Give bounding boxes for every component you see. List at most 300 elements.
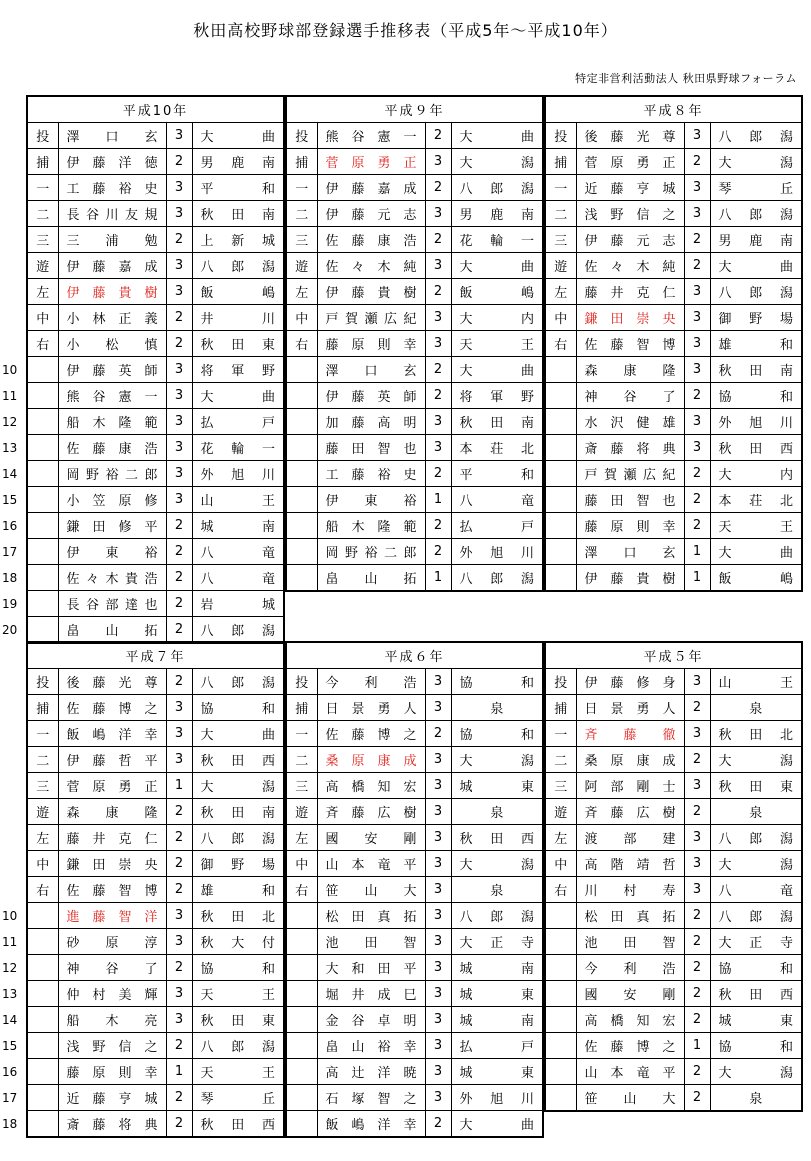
grade-cell: 3: [425, 877, 451, 903]
player-name-cell: 高橋知宏: [317, 773, 425, 799]
grade-cell: 3: [166, 409, 192, 435]
grade-cell: 3: [425, 201, 451, 227]
grade-cell: 3: [425, 253, 451, 279]
table-row: [545, 513, 802, 539]
table-row: [545, 981, 802, 1007]
school-cell: 協和: [192, 955, 284, 981]
position-cell: [286, 903, 317, 929]
table-row: [27, 1059, 284, 1085]
player-name-cell: 菅原勇正: [576, 149, 684, 175]
school-cell: 花輪一: [451, 227, 543, 253]
table-row: [545, 383, 802, 409]
row-number: [0, 279, 28, 305]
position-cell: [27, 383, 58, 409]
row-number: [0, 695, 28, 721]
grade-cell: 3: [684, 773, 710, 799]
player-name-cell: 金谷卓明: [317, 1007, 425, 1033]
table-row: [286, 1059, 543, 1085]
school-cell: 八郎潟: [710, 825, 802, 851]
player-name-cell: 桑原康成: [576, 747, 684, 773]
organization-name: 特定非営利活動法人 秋田県野球フォーラム: [575, 72, 797, 85]
position-cell: [545, 981, 576, 1007]
table-row: [286, 201, 543, 227]
table-row: [545, 201, 802, 227]
position-cell: 右: [27, 331, 58, 357]
school-cell: 泉: [710, 1085, 802, 1112]
school-cell: 大潟: [451, 149, 543, 175]
grade-cell: 3: [166, 357, 192, 383]
position-cell: 二: [545, 201, 576, 227]
position-cell: [545, 1007, 576, 1033]
grade-cell: 3: [425, 851, 451, 877]
table-row: [286, 227, 543, 253]
table-row: [286, 747, 543, 773]
player-name-cell: 石塚智之: [317, 1085, 425, 1111]
player-name-cell: 佐々木純: [317, 253, 425, 279]
player-name-cell: 船木亮: [58, 1007, 166, 1033]
grade-cell: 3: [425, 1007, 451, 1033]
table-row: [286, 955, 543, 981]
school-cell: 秋田南: [192, 201, 284, 227]
grade-cell: 2: [166, 227, 192, 253]
grade-cell: 3: [166, 123, 192, 149]
player-name-cell: 藤田智也: [576, 487, 684, 513]
grade-cell: 1: [166, 1059, 192, 1085]
position-cell: [27, 513, 58, 539]
grade-cell: 2: [425, 357, 451, 383]
table-row: [545, 409, 802, 435]
school-cell: 泉: [710, 799, 802, 825]
player-name-cell: 近藤亨城: [576, 175, 684, 201]
player-name-cell: 水沢健雄: [576, 409, 684, 435]
table-row: [286, 175, 543, 201]
player-name-cell: 渡部建: [576, 825, 684, 851]
school-cell: 八郎潟: [192, 825, 284, 851]
table-row: [27, 409, 284, 435]
school-cell: 秋田南: [710, 357, 802, 383]
position-cell: [286, 461, 317, 487]
player-name-cell: 森康隆: [58, 799, 166, 825]
player-name-cell: 長谷部達也: [58, 591, 166, 617]
row-number: 18: [2, 1117, 18, 1131]
row-number: 15: [2, 1039, 18, 1053]
grade-cell: 2: [684, 383, 710, 409]
player-name-cell: 藤田智也: [317, 435, 425, 461]
school-cell: 天王: [192, 1059, 284, 1085]
grade-cell: 3: [425, 799, 451, 825]
position-cell: 左: [27, 825, 58, 851]
position-cell: [286, 383, 317, 409]
grade-cell: 2: [684, 747, 710, 773]
row-number: [0, 799, 28, 825]
grade-cell: 2: [166, 851, 192, 877]
table-row: [27, 1007, 284, 1033]
position-cell: 投: [286, 669, 317, 695]
table-row: [286, 435, 543, 461]
school-cell: 城南: [451, 955, 543, 981]
grade-cell: 2: [684, 1085, 710, 1112]
position-cell: 一: [27, 721, 58, 747]
school-cell: 協和: [451, 669, 543, 695]
grade-cell: 3: [425, 955, 451, 981]
table-row: [286, 851, 543, 877]
school-cell: 八竜: [710, 877, 802, 903]
school-cell: 平和: [192, 175, 284, 201]
table-row: [286, 409, 543, 435]
grade-cell: 3: [166, 383, 192, 409]
player-name-cell: 伊東裕: [58, 539, 166, 565]
table-row: [545, 357, 802, 383]
position-cell: 二: [286, 747, 317, 773]
table-row: [286, 305, 543, 331]
player-name-cell: 藤原則幸: [317, 331, 425, 357]
row-number: 14: [2, 467, 18, 481]
player-name-cell: 松田真拓: [317, 903, 425, 929]
position-cell: [27, 487, 58, 513]
table-row: [286, 799, 543, 825]
player-name-cell: 佐藤博之: [317, 721, 425, 747]
school-cell: 大潟: [710, 851, 802, 877]
player-name-cell: 伊藤哲平: [58, 747, 166, 773]
position-cell: [27, 357, 58, 383]
grade-cell: 3: [425, 669, 451, 695]
year-header: 平成６年: [286, 642, 543, 669]
school-cell: 大曲: [192, 721, 284, 747]
table-row: [286, 357, 543, 383]
table-row: [27, 825, 284, 851]
table-row: [27, 175, 284, 201]
player-name-cell: 畠山拓: [58, 617, 166, 644]
position-cell: 投: [27, 123, 58, 149]
school-cell: 秋田東: [192, 331, 284, 357]
grade-cell: 2: [684, 799, 710, 825]
table-row: [286, 565, 543, 592]
row-number: [0, 669, 28, 695]
player-name-cell: 小松慎: [58, 331, 166, 357]
position-cell: 左: [545, 279, 576, 305]
grade-cell: 1: [684, 565, 710, 592]
position-cell: [27, 409, 58, 435]
position-cell: [545, 903, 576, 929]
grade-cell: 2: [166, 513, 192, 539]
player-name-cell: 鎌田修平: [58, 513, 166, 539]
school-cell: 大潟: [451, 851, 543, 877]
school-cell: 大正寺: [451, 929, 543, 955]
position-cell: [545, 929, 576, 955]
year-header: 平成９年: [286, 96, 543, 123]
position-cell: 二: [286, 201, 317, 227]
school-cell: 八郎潟: [451, 565, 543, 592]
school-cell: 秋田北: [192, 903, 284, 929]
position-cell: 中: [545, 305, 576, 331]
grade-cell: 3: [684, 851, 710, 877]
position-cell: 三: [27, 773, 58, 799]
row-number: 17: [2, 1091, 18, 1105]
grade-cell: 2: [684, 929, 710, 955]
table-row: [545, 539, 802, 565]
position-cell: [27, 955, 58, 981]
school-cell: 泉: [451, 695, 543, 721]
grade-cell: 2: [425, 513, 451, 539]
table-row: [27, 539, 284, 565]
school-cell: 大曲: [710, 539, 802, 565]
year-header: 平成５年: [545, 642, 802, 669]
row-number: [0, 721, 28, 747]
school-cell: 八竜: [192, 539, 284, 565]
table-row: [545, 149, 802, 175]
position-cell: [545, 409, 576, 435]
row-number: [0, 253, 28, 279]
table-row: [545, 487, 802, 513]
table-row: [27, 851, 284, 877]
player-name-cell: 池田智: [317, 929, 425, 955]
table-row: [545, 253, 802, 279]
grade-cell: 2: [166, 539, 192, 565]
table-row: [27, 877, 284, 903]
player-name-cell: 飯嶋洋幸: [58, 721, 166, 747]
grade-cell: 2: [166, 799, 192, 825]
position-cell: [27, 591, 58, 617]
grade-cell: 3: [425, 929, 451, 955]
player-name-cell: 後藤光尊: [58, 669, 166, 695]
grade-cell: 3: [684, 825, 710, 851]
row-number: [0, 877, 28, 903]
grade-cell: 3: [166, 175, 192, 201]
player-name-cell: 佐藤智博: [576, 331, 684, 357]
player-name-cell: 伊藤修身: [576, 669, 684, 695]
position-cell: 捕: [286, 695, 317, 721]
row-number: 10: [2, 909, 18, 923]
school-cell: 天王: [451, 331, 543, 357]
school-cell: 秋田西: [192, 1111, 284, 1138]
position-cell: 中: [545, 851, 576, 877]
grade-cell: 1: [684, 1033, 710, 1059]
table-row: [545, 773, 802, 799]
school-cell: 八郎潟: [710, 201, 802, 227]
grade-cell: 3: [425, 825, 451, 851]
player-name-cell: 伊藤嘉成: [58, 253, 166, 279]
player-name-cell: 斉藤徹: [576, 721, 684, 747]
row-number: [0, 331, 28, 357]
grade-cell: 2: [684, 253, 710, 279]
row-number: [0, 305, 28, 331]
school-cell: 平和: [451, 461, 543, 487]
table-row: [27, 487, 284, 513]
school-cell: 秋田南: [451, 409, 543, 435]
school-cell: 八郎潟: [451, 903, 543, 929]
player-name-cell: 佐藤智博: [58, 877, 166, 903]
position-cell: [286, 409, 317, 435]
player-name-cell: 澤口玄: [58, 123, 166, 149]
position-cell: [27, 1033, 58, 1059]
grade-cell: 2: [425, 721, 451, 747]
position-cell: [545, 461, 576, 487]
school-cell: 八竜: [192, 565, 284, 591]
grade-cell: 3: [166, 1007, 192, 1033]
school-cell: 天王: [710, 513, 802, 539]
player-name-cell: 神谷了: [58, 955, 166, 981]
roster-table: [544, 95, 803, 592]
grade-cell: 3: [684, 409, 710, 435]
grade-cell: 3: [166, 721, 192, 747]
school-cell: 八郎潟: [192, 253, 284, 279]
player-name-cell: 高階靖哲: [576, 851, 684, 877]
school-cell: 飯嶋: [192, 279, 284, 305]
player-name-cell: 堀井成巳: [317, 981, 425, 1007]
position-cell: [27, 903, 58, 929]
position-cell: [286, 1033, 317, 1059]
row-number: 15: [2, 493, 18, 507]
year-header: 平成７年: [27, 642, 284, 669]
school-cell: 秋田東: [192, 1007, 284, 1033]
position-cell: 投: [286, 123, 317, 149]
row-number: 12: [2, 961, 18, 975]
school-cell: 秋田南: [192, 799, 284, 825]
player-name-cell: 加藤高明: [317, 409, 425, 435]
grade-cell: 3: [425, 331, 451, 357]
grade-cell: 3: [425, 773, 451, 799]
position-cell: 一: [286, 175, 317, 201]
grade-cell: 2: [166, 331, 192, 357]
school-cell: 雄和: [192, 877, 284, 903]
grade-cell: 1: [684, 539, 710, 565]
table-row: [545, 435, 802, 461]
school-cell: 秋田北: [710, 721, 802, 747]
position-cell: 投: [545, 669, 576, 695]
grade-cell: 3: [425, 1059, 451, 1085]
school-cell: 雄和: [710, 331, 802, 357]
grade-cell: 3: [425, 747, 451, 773]
player-name-cell: 砂原淳: [58, 929, 166, 955]
position-cell: [27, 461, 58, 487]
position-cell: 中: [27, 851, 58, 877]
grade-cell: 3: [166, 201, 192, 227]
grade-cell: 3: [684, 669, 710, 695]
school-cell: 飯嶋: [710, 565, 802, 592]
player-name-cell: 斎藤将典: [576, 435, 684, 461]
row-number: 16: [2, 1065, 18, 1079]
school-cell: 八郎潟: [710, 903, 802, 929]
grade-cell: 2: [166, 1111, 192, 1138]
player-name-cell: 仲村美輝: [58, 981, 166, 1007]
position-cell: 捕: [545, 149, 576, 175]
player-name-cell: 熊谷憲一: [58, 383, 166, 409]
position-cell: 右: [27, 877, 58, 903]
row-number: 12: [2, 415, 18, 429]
grade-cell: 2: [684, 487, 710, 513]
position-cell: 一: [545, 721, 576, 747]
grade-cell: 1: [166, 773, 192, 799]
player-name-cell: 小笠原修: [58, 487, 166, 513]
position-cell: 捕: [27, 695, 58, 721]
position-cell: [545, 1033, 576, 1059]
grade-cell: 2: [684, 955, 710, 981]
position-cell: 遊: [27, 253, 58, 279]
player-name-cell: 伊藤英師: [58, 357, 166, 383]
school-cell: 八郎潟: [192, 617, 284, 644]
table-row: [286, 721, 543, 747]
year-header: 平成10年: [27, 96, 284, 123]
position-cell: [286, 435, 317, 461]
player-name-cell: 斉藤広樹: [576, 799, 684, 825]
player-name-cell: 國安剛: [576, 981, 684, 1007]
grade-cell: 2: [425, 383, 451, 409]
position-cell: 三: [545, 227, 576, 253]
grade-cell: 2: [166, 877, 192, 903]
player-name-cell: 工藤裕史: [317, 461, 425, 487]
table-row: [286, 903, 543, 929]
roster-table: [26, 641, 285, 1138]
grade-cell: 2: [425, 461, 451, 487]
grade-cell: 2: [684, 695, 710, 721]
grade-cell: 2: [425, 279, 451, 305]
table-row: [27, 981, 284, 1007]
position-cell: 中: [27, 305, 58, 331]
player-name-cell: 伊藤英師: [317, 383, 425, 409]
grade-cell: 3: [425, 981, 451, 1007]
school-cell: 大内: [451, 305, 543, 331]
roster-table: [285, 95, 544, 592]
position-cell: 三: [286, 773, 317, 799]
table-row: [27, 149, 284, 175]
player-name-cell: 戸賀瀬広紀: [317, 305, 425, 331]
position-cell: 左: [545, 825, 576, 851]
school-cell: 払戸: [192, 409, 284, 435]
position-cell: 左: [286, 279, 317, 305]
school-cell: 八郎潟: [710, 123, 802, 149]
position-cell: [286, 513, 317, 539]
school-cell: 八郎潟: [192, 1033, 284, 1059]
school-cell: 男鹿南: [451, 201, 543, 227]
school-cell: 秋田西: [710, 435, 802, 461]
position-cell: [286, 565, 317, 592]
player-name-cell: 斎藤将典: [58, 1111, 166, 1138]
school-cell: 八郎潟: [710, 279, 802, 305]
position-cell: 右: [545, 331, 576, 357]
table-row: [27, 747, 284, 773]
table-row: [286, 331, 543, 357]
position-cell: [286, 1111, 317, 1138]
table-row: [27, 227, 284, 253]
row-number: 20: [2, 623, 18, 637]
position-cell: [27, 565, 58, 591]
table-row: [27, 799, 284, 825]
table-row: [545, 331, 802, 357]
grade-cell: 2: [684, 513, 710, 539]
position-cell: [545, 357, 576, 383]
table-row: [286, 929, 543, 955]
table-row: [545, 175, 802, 201]
player-name-cell: 鎌田崇央: [58, 851, 166, 877]
school-cell: 大内: [710, 461, 802, 487]
grade-cell: 2: [166, 1085, 192, 1111]
player-name-cell: 笹山大: [317, 877, 425, 903]
school-cell: 八郎潟: [451, 175, 543, 201]
grade-cell: 2: [166, 1033, 192, 1059]
school-cell: 城南: [192, 513, 284, 539]
school-cell: 外旭川: [451, 539, 543, 565]
grade-cell: 3: [166, 929, 192, 955]
position-cell: 左: [286, 825, 317, 851]
table-row: [545, 721, 802, 747]
player-name-cell: 斉藤広樹: [317, 799, 425, 825]
grade-cell: 3: [684, 877, 710, 903]
grade-cell: 3: [425, 409, 451, 435]
grade-cell: 3: [684, 201, 710, 227]
grade-cell: 1: [425, 487, 451, 513]
table-row: [545, 1059, 802, 1085]
grade-cell: 2: [684, 227, 710, 253]
